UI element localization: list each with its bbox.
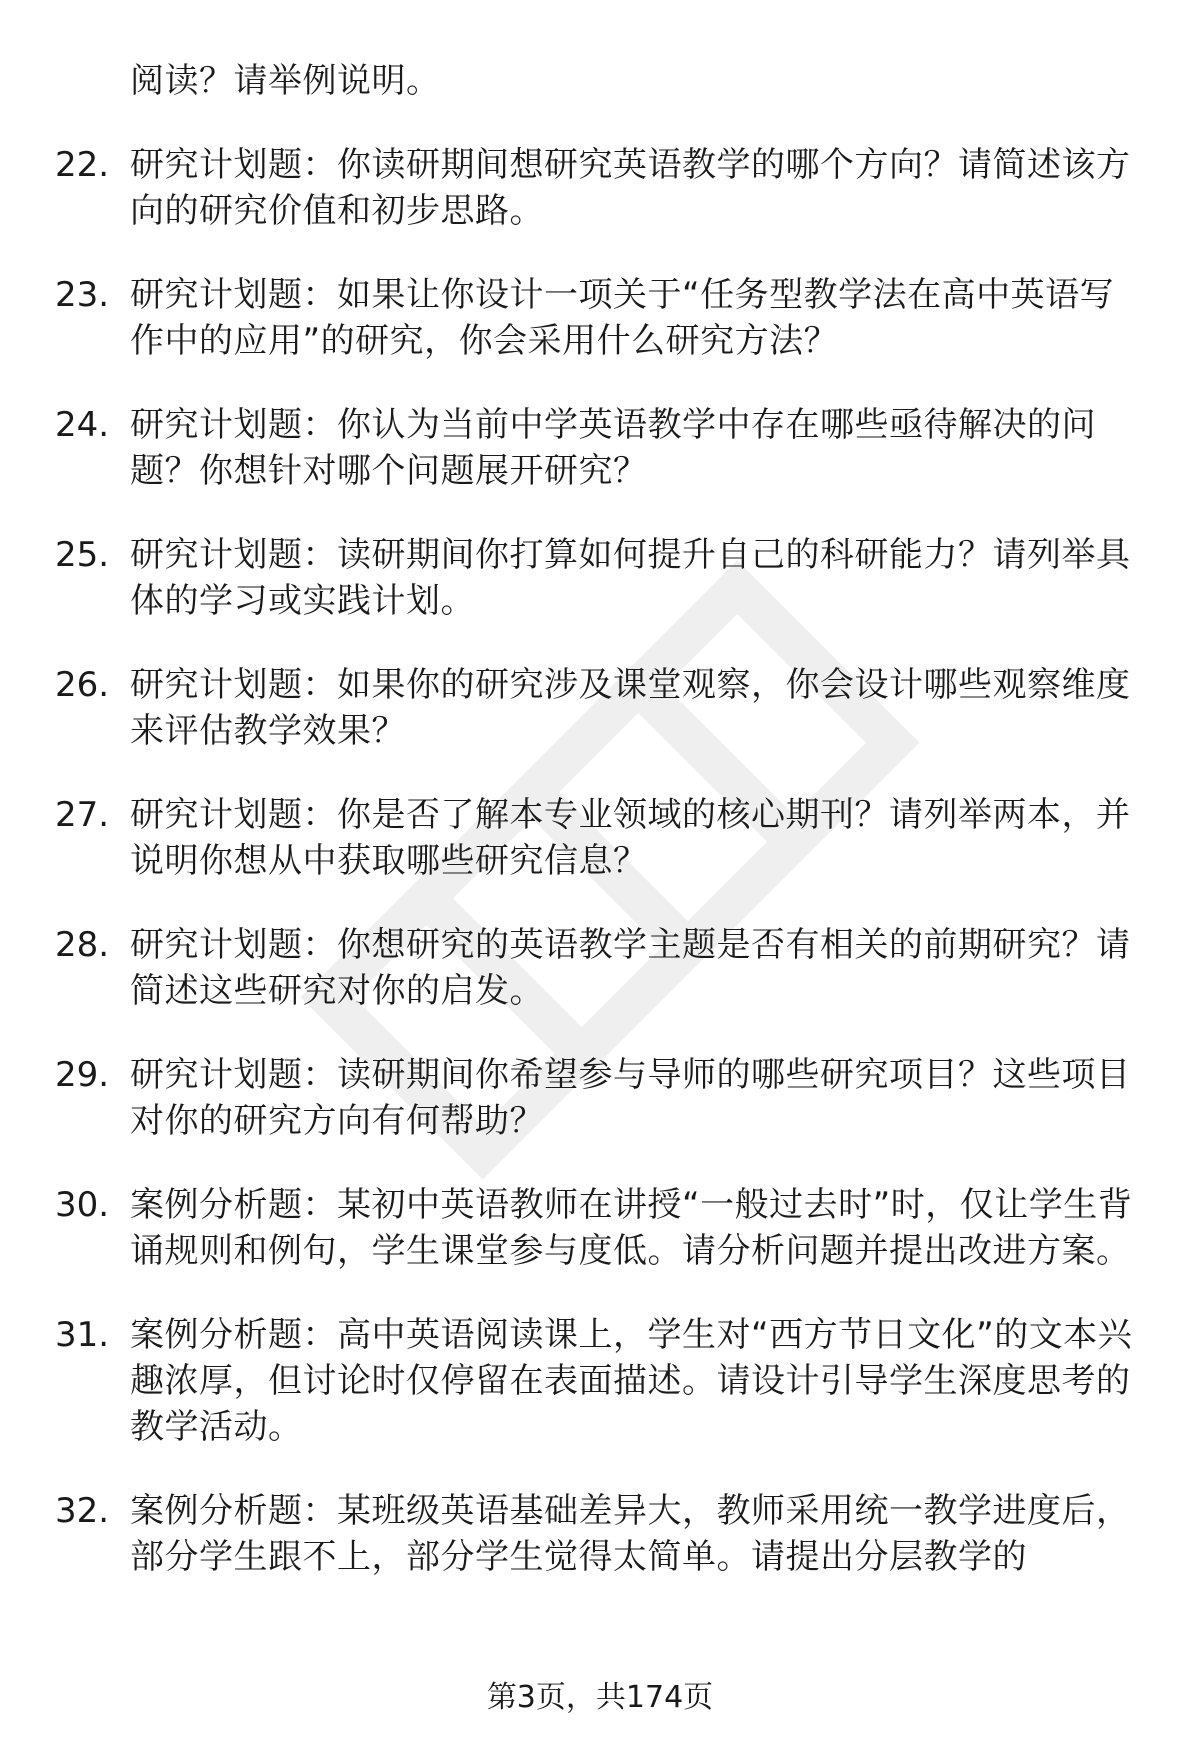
- question-number: 25.: [55, 535, 110, 575]
- question-number: 24.: [55, 405, 110, 445]
- question-item: [55, 402, 1145, 494]
- question-text: 研究计划题：读研期间你希望参与导师的哪些研究项目？这些项目对你的研究方向有何帮助？: [130, 1055, 1131, 1141]
- question-number: 32.: [55, 1491, 110, 1531]
- question-number: 27.: [55, 795, 110, 835]
- question-text: 研究计划题：你读研期间想研究英语教学的哪个方向？请简述该方向的研究价值和初步思路。: [130, 145, 1131, 231]
- question-text: 研究计划题：你想研究的英语教学主题是否有相关的前期研究？请简述这些研究对你的启发。: [130, 925, 1131, 1011]
- question-number: 28.: [55, 925, 110, 965]
- question-number: 26.: [55, 665, 110, 705]
- question-text: 研究计划题：如果你的研究涉及课堂观察，你会设计哪些观察维度来评估教学效果？: [130, 665, 1131, 751]
- question-text: 研究计划题：如果让你设计一项关于“任务型教学法在高中英语写作中的应用”的研究，你会采用什么研究方法？: [130, 275, 1115, 361]
- question-text: 案例分析题：高中英语阅读课上，学生对“西方节日文化”的文本兴趣浓厚，但讨论时仅停留在表面描述。请设计引导学生深度思考的教学活动。: [130, 1315, 1133, 1447]
- question-number: 30.: [55, 1185, 110, 1225]
- continued-question-text: 阅读？请举例说明。: [130, 61, 441, 101]
- question-item: [55, 1488, 1145, 1580]
- question-text: 研究计划题：你认为当前中学英语教学中存在哪些亟待解决的问题？你想针对哪个问题展开研究？: [130, 405, 1096, 491]
- question-item: [55, 272, 1145, 364]
- question-number: 23.: [55, 275, 110, 315]
- question-text: 研究计划题：你是否了解本专业领域的核心期刊？请列举两本，并说明你想从中获取哪些研究信息？: [130, 795, 1131, 881]
- question-item: [55, 1052, 1145, 1144]
- question-item: [55, 662, 1145, 754]
- question-item: [55, 1182, 1145, 1274]
- question-item: [55, 792, 1145, 884]
- question-item: [55, 922, 1145, 1014]
- question-list: [55, 58, 1145, 1618]
- question-text: 案例分析题：某初中英语教师在讲授“一般过去时”时，仅让学生背诵规则和例句，学生课堂参与度低。请分析问题并提出改进方案。: [130, 1185, 1133, 1271]
- question-number: 22.: [55, 145, 110, 185]
- question-text: 案例分析题：某班级英语基础差异大，教师采用统一教学进度后，部分学生跟不上，部分学生觉得太简单。请提出分层教学的: [130, 1491, 1131, 1577]
- question-number: 29.: [55, 1055, 110, 1095]
- question-item: [55, 1312, 1145, 1450]
- question-text: 研究计划题：读研期间你打算如何提升自己的科研能力？请列举具体的学习或实践计划。: [130, 535, 1131, 621]
- question-number: 31.: [55, 1315, 110, 1355]
- question-item: [55, 142, 1145, 234]
- question-item: [55, 532, 1145, 624]
- page-footer: 第3页，共174页: [486, 1680, 714, 1715]
